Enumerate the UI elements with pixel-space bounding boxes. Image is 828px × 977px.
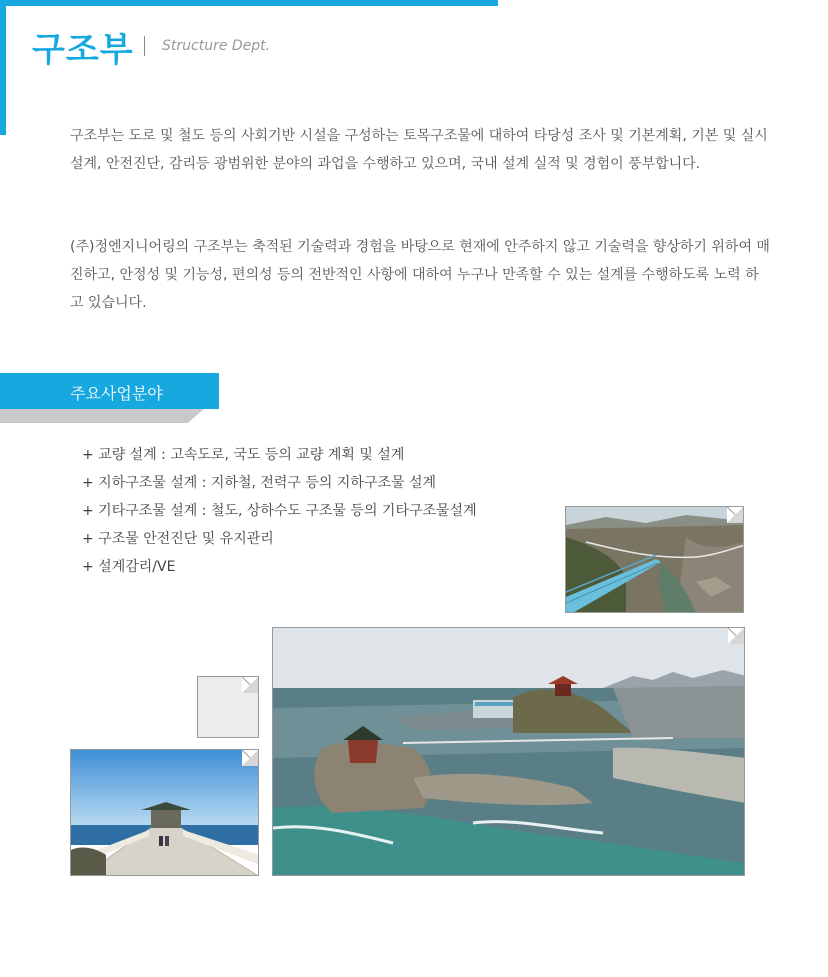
section-title: 주요사업분야	[70, 384, 163, 403]
page-subtitle: Structure Dept.	[162, 38, 271, 54]
title-divider	[144, 36, 145, 56]
page-fold-corner	[242, 676, 259, 693]
list-item: + 교량 설계 : 고속도로, 국도 등의 교량 계획 및 설계	[82, 447, 405, 463]
page-title: 구조부	[32, 30, 134, 70]
pier-pavilion-image	[71, 750, 259, 876]
list-item: + 지하구조물 설계 : 지하철, 전력구 등의 지하구조물 설계	[82, 475, 437, 491]
suspension-bridge-image	[566, 507, 744, 613]
intro-paragraph-2: (주)정엔지니어링의 구조부는 축적된 기술력과 경험을 바탕으로 현재에 안주하지 않고 기술력을 향상하기 위하여 매진하고, 안정성 및 기능성, 편의성 등의 전반적인 사항에 대하여 누구나 만족할 수 있는 설계를 수행하도록 노력 하고 있습니다.	[70, 239, 770, 311]
list-item: + 기타구조물 설계 : 철도, 상하수도 구조물 등의 기타구조물설계	[82, 503, 477, 519]
business-area-list	[82, 441, 477, 581]
coastal-pavilion-photo	[272, 627, 745, 876]
top-accent-bar	[0, 0, 498, 6]
placeholder-image	[197, 676, 259, 738]
list-item: + 설계감리/VE	[82, 559, 176, 575]
page-fold-corner	[242, 749, 259, 766]
pier-pavilion-photo	[70, 749, 259, 876]
side-accent-bar	[0, 0, 6, 135]
page-fold-corner	[728, 627, 745, 644]
list-item: + 구조물 안전진단 및 유지관리	[82, 531, 274, 547]
page-fold-corner	[727, 506, 744, 523]
intro-paragraph-1: 구조부는 도로 및 철도 등의 사회기반 시설을 구성하는 토목구조물에 대하여 타당성 조사 및 기본계획, 기본 및 실시설계, 안전진단, 감리등 광범위한 분야의 과업을 수행하고 있으며, 국내 설계 실적 및 경험이 풍부합니다.	[70, 128, 768, 172]
section-tab-shadow	[0, 409, 204, 423]
coastal-pavilion-image	[273, 628, 745, 876]
suspension-bridge-photo	[565, 506, 744, 613]
